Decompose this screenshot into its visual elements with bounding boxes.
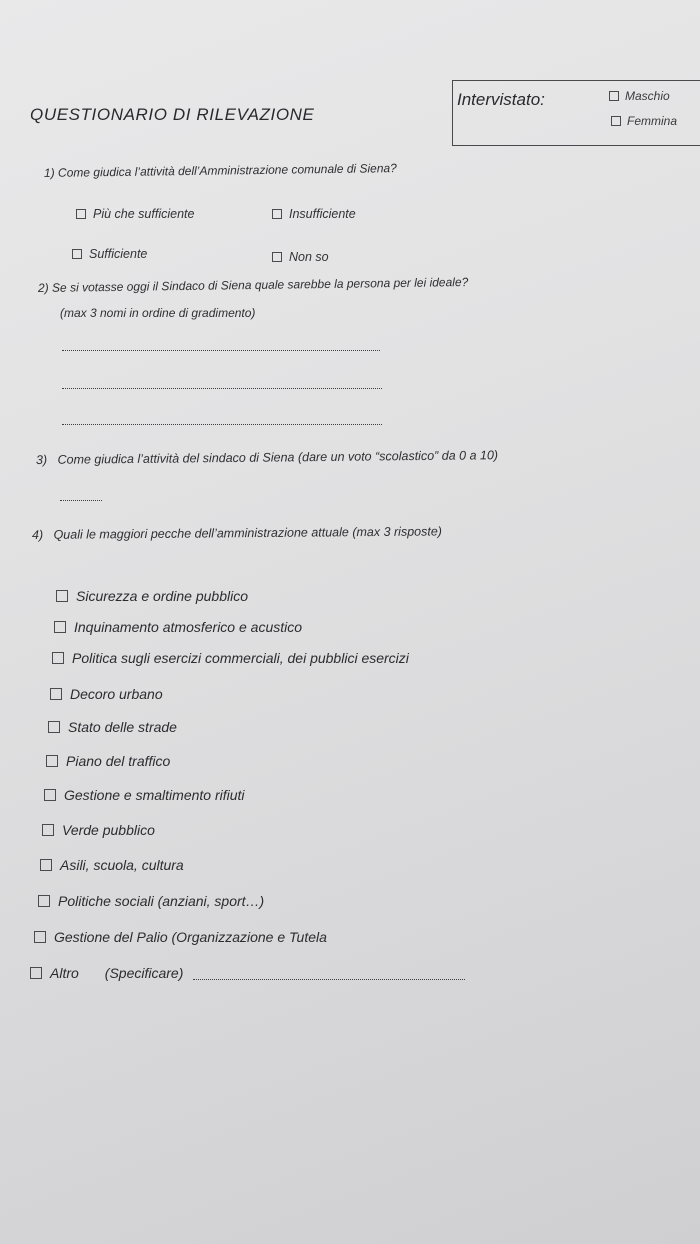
gender-option-male[interactable] [609, 89, 670, 103]
q4-option[interactable] [38, 893, 264, 909]
answer-line-1[interactable] [62, 350, 380, 351]
specify-label: (Specificare) [104, 965, 184, 981]
option-label: Insufficiente [289, 207, 356, 221]
checkbox[interactable] [42, 824, 54, 836]
option-label: Decoro urbano [70, 686, 163, 702]
gender-option-female[interactable] [611, 114, 677, 128]
question-4-number: 4) [31, 527, 44, 542]
q4-option[interactable] [56, 588, 248, 604]
gender-option-label: Femmina [627, 114, 678, 128]
option-label: Non so [289, 250, 329, 264]
q1-option-insufficiente[interactable] [272, 207, 356, 221]
checkbox[interactable] [38, 895, 50, 907]
option-label: Più che sufficiente [93, 207, 195, 221]
checkbox[interactable] [50, 688, 62, 700]
option-label: Inquinamento atmosferico e acustico [74, 619, 303, 635]
checkbox[interactable] [76, 209, 86, 219]
option-label: Altro [50, 965, 79, 981]
option-label: Verde pubblico [62, 822, 155, 838]
option-label: Piano del traffico [66, 753, 171, 769]
question-4 [32, 524, 442, 542]
checkbox[interactable] [48, 721, 60, 733]
answer-line-2[interactable] [62, 388, 382, 389]
checkbox[interactable] [72, 249, 82, 259]
question-3-text: Come giudica l’attività del sindaco di Siena (dare un voto “scolastico” da 0 a 10) [57, 448, 499, 467]
checkbox[interactable] [52, 652, 64, 664]
checkbox[interactable] [272, 252, 282, 262]
q4-option[interactable] [42, 822, 155, 838]
q4-option[interactable] [34, 929, 327, 945]
checkbox[interactable] [40, 859, 52, 871]
interviewee-label: Intervistato: [457, 90, 545, 109]
q1-option-sufficiente[interactable] [72, 247, 147, 261]
option-label: Sicurezza e ordine pubblico [76, 588, 248, 604]
question-1-text: 1) Come giudica l’attività dell’Amministrazione comunale di Siena? [43, 161, 397, 180]
checkbox-female[interactable] [611, 116, 621, 126]
answer-line-3[interactable] [62, 424, 382, 425]
specify-answer-line[interactable] [193, 967, 465, 980]
question-3 [36, 448, 498, 467]
checkbox[interactable] [46, 755, 58, 767]
q4-option[interactable] [44, 787, 245, 803]
question-4-text: Quali le maggiori pecche dell’amministrazione attuale (max 3 risposte) [53, 524, 442, 542]
checkbox[interactable] [44, 789, 56, 801]
checkbox[interactable] [34, 931, 46, 943]
option-label: Politiche sociali (anziani, sport…) [58, 893, 265, 909]
question-2-note: (max 3 nomi in ordine di gradimento) [60, 306, 256, 320]
q4-option[interactable] [50, 686, 163, 702]
question-2-text: 2) Se si votasse oggi il Sindaco di Siena quale sarebbe la persona per lei ideale? [37, 274, 469, 295]
checkbox[interactable] [54, 621, 66, 633]
vote-answer-line[interactable] [60, 500, 102, 501]
q4-option[interactable] [54, 619, 302, 635]
q4-option-other[interactable] [30, 965, 465, 981]
option-label: Asili, scuola, cultura [60, 857, 184, 873]
q4-option[interactable] [52, 650, 409, 666]
checkbox-male[interactable] [609, 91, 619, 101]
checkbox[interactable] [272, 209, 282, 219]
q4-option[interactable] [40, 857, 184, 873]
option-label: Sufficiente [89, 247, 148, 261]
option-label: Stato delle strade [68, 719, 177, 735]
q1-option-piu-che-sufficiente[interactable] [76, 207, 194, 221]
q4-option[interactable] [46, 753, 170, 769]
option-label: Gestione del Palio (Organizzazione e Tutela [54, 929, 327, 945]
gender-option-label: Maschio [625, 89, 670, 103]
option-label: Gestione e smaltimento rifiuti [64, 787, 245, 803]
checkbox[interactable] [56, 590, 68, 602]
q4-option[interactable] [48, 719, 177, 735]
checkbox[interactable] [30, 967, 42, 979]
option-label: Politica sugli esercizi commerciali, dei pubblici esercizi [72, 650, 409, 666]
page-title: QUESTIONARIO DI RILEVAZIONE [30, 105, 315, 124]
question-3-number: 3) [35, 452, 48, 467]
q1-option-non-so[interactable] [272, 250, 329, 264]
